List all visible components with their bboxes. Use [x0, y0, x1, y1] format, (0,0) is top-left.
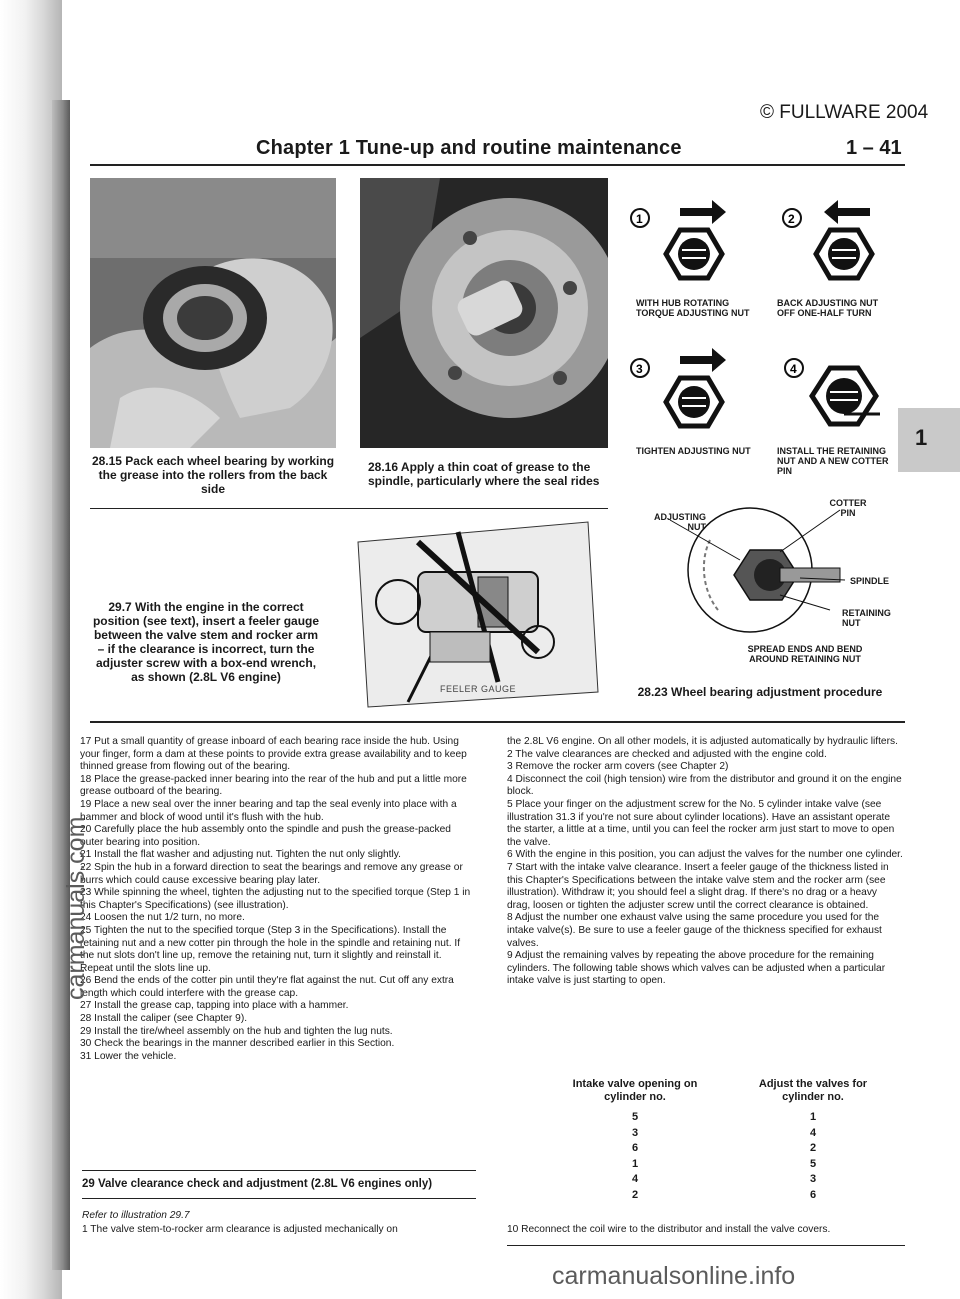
- paragraph: 26 Bend the ends of the cotter pin until they're flat against the nut. Cut off any extra length which could interfere with the grease cap.: [80, 975, 454, 999]
- paragraph: 27 Install the grease cap, tapping into place with a hammer.: [80, 1000, 349, 1012]
- paragraph: 6 With the engine in this position, you can adjust the valves for the number one cylinder.: [507, 849, 903, 861]
- svg-text:3: 3: [636, 362, 643, 376]
- diagram-bearing-steps: [630, 178, 900, 468]
- svg-text:4: 4: [790, 362, 797, 376]
- header-rule: [90, 164, 905, 166]
- page-number: 1 – 41: [846, 137, 902, 159]
- svg-text:1: 1: [636, 212, 643, 226]
- table-col-intake: 5 3 6 1 4 2: [631, 1111, 639, 1201]
- caption-28-15: 28.15 Pack each wheel bearing by working the grease into the rollers from the back side: [91, 454, 335, 496]
- watermark-bottom: carmanualsonline.info: [552, 1262, 796, 1290]
- caption-29-7: 29.7 With the engine in the correct position (see text), insert a feeler gauge between the valve stem and rocker arm – if the clearance is incorrect, turn the adjuster screw with a box-end wrench, as shown (2.8L V6 engine): [92, 600, 320, 684]
- step-3-graphic: [631, 348, 726, 426]
- paragraph: 24 Loosen the nut 1/2 turn, no more.: [80, 912, 245, 924]
- figure-divider: [90, 508, 608, 509]
- paragraph: 5 Place your finger on the adjustment screw for the No. 5 cylinder intake valve (see illustration 31.3 if you're not sure about cylinder locations). Have an assistant operate the starter, a little at a time, until you can feel the rocker arm just start to move to open the valve.: [507, 798, 895, 848]
- callout-cotter-pin: COTTER PIN: [829, 498, 867, 518]
- step-2-graphic: [783, 200, 872, 278]
- paragraph: 4 Disconnect the coil (high tension) wire from the distributor and ground it on the engine block.: [507, 773, 902, 798]
- paragraph: 25 Tighten the nut to the specified torque (Step 3 in the Specifications). Install the retaining nut and a new cotter pin through the hole in the spindle and retaining nut. If the nut slots don't line up, remove the retaining nut, turn it slightly and reinstall it. Repeat until the slots line up.: [80, 924, 461, 974]
- callout-adjusting-nut: ADJUSTING NUT: [653, 512, 706, 532]
- paragraph: 21 Install the flat washer and adjusting nut. Tighten the nut only slightly.: [80, 849, 401, 861]
- step-1-label: WITH HUB ROTATING TORQUE ADJUSTING NUT: [636, 298, 750, 318]
- photo-spindle-grease: [360, 178, 608, 448]
- caption-28-16: 28.16 Apply a thin coat of grease to the spindle, particularly where the seal rides: [368, 460, 600, 488]
- section-29-refer: Refer to illustration 29.7: [82, 1210, 190, 1221]
- callout-spread-ends: SPREAD ENDS AND BEND AROUND RETAINING NUT: [747, 644, 863, 664]
- right-column-text: [507, 736, 903, 988]
- photo-wheel-bearing-packing: [90, 178, 336, 448]
- label-feeler-gauge: FEELER GAUGE: [440, 684, 517, 694]
- section-29-title: 29 Valve clearance check and adjustment (2.8L V6 engines only): [82, 1178, 433, 1190]
- table-header-intake: Intake valve opening on cylinder no.: [572, 1078, 698, 1103]
- page-bottom-rule: [507, 1245, 905, 1246]
- paragraph: 29 Install the tire/wheel assembly on the hub and tighten the lug nuts.: [80, 1025, 393, 1037]
- callout-retaining-nut: RETAINING NUT: [842, 608, 891, 628]
- closing-paragraph: 10 Reconnect the coil wire to the distributor and install the valve covers.: [507, 1224, 831, 1235]
- paragraph: 20 Carefully place the hub assembly onto the spindle and push the grease-packed outer bearing into position.: [80, 824, 451, 848]
- paragraph: 31 Lower the vehicle.: [80, 1050, 177, 1062]
- paragraph: 7 Start with the intake valve clearance. Insert a feeler gauge of the thickness listed in this Chapter's Specifications between the intake valve stem and the rocker arm (see illustration). Withdraw it; you should feel a slight drag. If there's no drag or a heavy drag, loosen or tighten the adjuster screw until the correct clearance is obtained.: [507, 861, 889, 911]
- step-3-label: TIGHTEN ADJUSTING NUT: [636, 446, 751, 456]
- paragraph: 28 Install the caliper (see Chapter 9).: [80, 1013, 248, 1025]
- callout-spindle: SPINDLE: [850, 576, 890, 586]
- paragraph: 22 Spin the hub in a forward direction to seat the bearings and remove any grease or burrs which could cause excessive bearing play later.: [80, 861, 463, 886]
- section-rule-bottom: [82, 1198, 476, 1199]
- paragraph: 2 The valve clearances are checked and adjusted with the engine cold.: [507, 748, 827, 760]
- paragraph: 9 Adjust the remaining valves by repeating the above procedure for the remaining cylinders. The following table shows which valves can be adjusted when a particular intake valve is just starting to open.: [507, 950, 886, 987]
- body-top-rule: [90, 721, 905, 723]
- step-4-graphic: [785, 359, 880, 424]
- section-rule-top: [82, 1170, 476, 1171]
- left-column-text: [80, 736, 476, 1063]
- step-4-label: INSTALL THE RETAINING NUT AND A NEW COTTER PIN: [777, 446, 889, 476]
- chapter-tab: [898, 408, 960, 472]
- paragraph: the 2.8L V6 engine. On all other models, it is adjusted automatically by hydraulic lifters.: [507, 736, 898, 747]
- chapter-title: Chapter 1 Tune-up and routine maintenance: [256, 137, 682, 159]
- step-2-label: BACK ADJUSTING NUT OFF ONE-HALF TURN: [777, 298, 879, 318]
- section-29-p1: 1 The valve stem-to-rocker arm clearance is adjusted mechanically on: [82, 1224, 398, 1235]
- caption-28-23: 28.23 Wheel bearing adjustment procedure: [637, 685, 883, 699]
- paragraph: 8 Adjust the number one exhaust valve using the same procedure you used for the intake valve(s). Be sure to use a feeler gauge of the thickness specified for exhaust valves.: [507, 912, 882, 949]
- chapter-tab-number: 1: [915, 425, 928, 450]
- paragraph: 18 Place the grease-packed inner bearing into the rear of the hub and put a little more grease outboard of the bearing.: [80, 773, 467, 798]
- paragraph: 19 Place a new seal over the inner bearing and tap the seal evenly into place with a hammer and block of wood until it's flush with the hub.: [80, 798, 457, 823]
- paragraph: 17 Put a small quantity of grease inboard of each bearing race inside the hub. Using your finger, form a dam at these points to provide extra grease availability and to keep thinned grease from flowing out of the bearing.: [80, 736, 467, 773]
- illustration-feeler-gauge: [338, 512, 608, 712]
- table-col-adjust: 1 4 2 5 3 6: [809, 1111, 817, 1201]
- book-spine-edge: [52, 100, 70, 1270]
- watermark-side: carmanuals.com: [62, 816, 90, 1000]
- paragraph: 23 While spinning the wheel, tighten the adjusting nut to the specified torque (Step 1 in this Chapter's Specifications) (see illustration).: [80, 887, 471, 911]
- paragraph: 3 Remove the rocker arm covers (see Chapter 2): [507, 761, 729, 773]
- copyright-notice: © FULLWARE 2004: [760, 102, 929, 123]
- step-1-graphic: [631, 200, 726, 278]
- svg-text:2: 2: [788, 212, 795, 226]
- table-header-adjust: Adjust the valves for cylinder no.: [758, 1078, 868, 1103]
- paragraph: 30 Check the bearings in the manner described earlier in this Section.: [80, 1038, 395, 1050]
